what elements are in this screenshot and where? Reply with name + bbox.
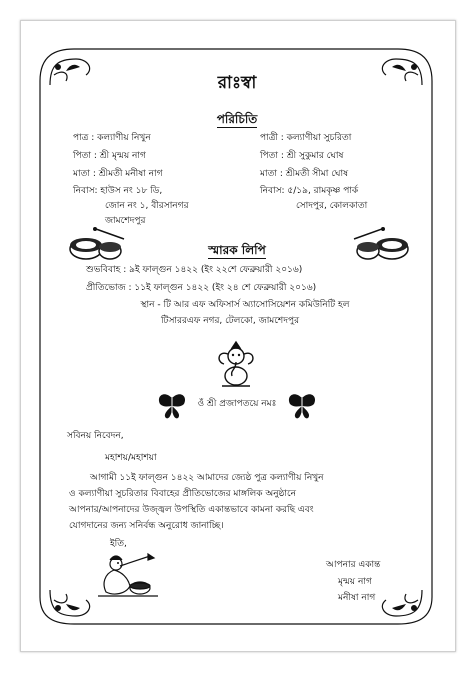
signature-name: মনীষা নাগ xyxy=(338,593,376,603)
signature-name: মৃন্ময় নাগ xyxy=(338,577,372,587)
page-title: রাঃস্বা xyxy=(217,73,257,93)
letter-greeting: সবিনয় নিবেদন, xyxy=(67,431,124,441)
groom-name: পাত্র : কল্যাণীয় নিখুন xyxy=(73,133,151,143)
venue-line: টিসাররএফ নগর, টেলকো, জামশেদপুর xyxy=(160,316,300,326)
groom-father: পিতা : শ্রী মৃন্ময় নাগ xyxy=(73,151,146,161)
invocation-text: ওঁ শ্রী প্রজাপতয়ে নমঃ xyxy=(197,399,277,409)
bride-mother: মাতা : শ্রীমতী সীমা ঘোষ xyxy=(260,169,349,179)
groom-address-line: জামশেদপুর xyxy=(105,216,146,226)
letter-salutation: মহাশয়/মহাশয়া xyxy=(105,453,157,463)
letter-body-line: আপনার/আপনাদের উজ্জ্বল উপস্থিতি একান্তভাবে কামনা করছি এবং xyxy=(69,505,314,515)
reception-date: প্রীতিভোজ : ১১ই ফাল্গুন ১৪২২ (ইং ২৪ শে ফেব্রুয়ারী ২০১৬) xyxy=(86,283,317,293)
introduction-heading: পরিচিতি xyxy=(216,112,258,126)
groom-mother: মাতা : শ্রীমতী মনীষা নাগ xyxy=(73,169,163,179)
butterfly-icon xyxy=(286,392,318,420)
bride-address-line: সোদপুর, কোলকাতা xyxy=(296,201,368,211)
wedding-date: শুভবিবাহ : ৯ই ফাল্গুন ১৪২২ (ইং ২২শে ফেব্রুয়ারী ২০১৬) xyxy=(86,265,303,275)
ganesha-icon xyxy=(214,340,258,390)
bride-name: পাত্রী : কল্যাণীয়া সুচরিতা xyxy=(260,133,352,143)
letter-closing: ইতি, xyxy=(110,539,127,549)
groom-address-line: নিবাস: হাউস নং ১৮ ডি, xyxy=(73,186,163,196)
letter-body-line: ও কল্যাণীয়া সুচরিতার বিবাহের প্রীতিভোজের মাঙ্গলিক অনুষ্ঠানে xyxy=(69,489,297,499)
bride-address-line: নিবাস: ৫/১৯, রামকৃষ্ণ পার্ক xyxy=(260,186,359,196)
memo-heading: স্মারক লিপি xyxy=(208,243,266,257)
bride-father: পিতা : শ্রী সুকুমার ঘোষ xyxy=(260,151,344,161)
letter-body-line: আগামী ১১ই ফাল্গুন ১৪২২ আমাদের জ্যেষ্ঠ পুত্র কল্যাণীয় নিখুন xyxy=(90,473,324,483)
drum-icon xyxy=(66,225,126,265)
musician-illustration xyxy=(92,552,162,602)
drum-icon xyxy=(352,225,412,265)
venue-line: স্থান - টি আর এফ অফিসার্স অ্যাসোসিয়েশন কমিউনিটি হল xyxy=(140,300,350,310)
signature-line: আপনার একান্ত xyxy=(326,560,381,570)
letter-body-line: যোগদানের জন্য সনির্বন্ধ অনুরোধ জানাচ্ছি। xyxy=(69,521,224,531)
groom-address-line: জোন নং ১, বীরসানগর xyxy=(105,201,189,211)
